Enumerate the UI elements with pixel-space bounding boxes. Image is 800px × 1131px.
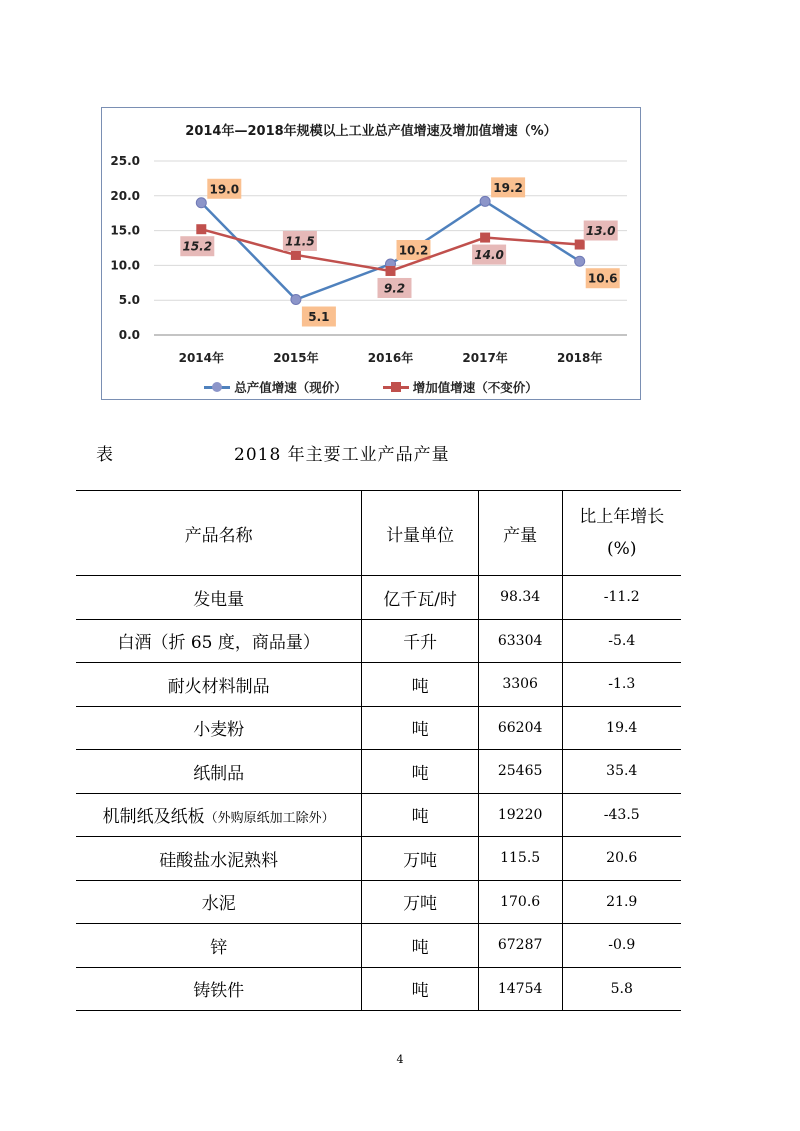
y-tick-label: 20.0 xyxy=(110,188,140,203)
cell-unit: 吨 xyxy=(362,793,478,837)
cell-product-name: 铸铁件 xyxy=(76,967,362,1011)
cell-quantity: 25465 xyxy=(478,750,562,794)
data-label: 13.0 xyxy=(585,224,616,239)
y-tick-label: 15.0 xyxy=(110,223,140,238)
cell-product-name xyxy=(76,793,362,837)
cell-product-name: 发电量 xyxy=(76,576,362,620)
data-label: 10.2 xyxy=(398,243,429,258)
cell-unit: 吨 xyxy=(362,967,478,1011)
cell-product-name-note: （外购原纸加工除外） xyxy=(204,811,335,827)
cell-growth: 20.6 xyxy=(562,837,681,881)
header-product-name: 产品名称 xyxy=(76,491,362,576)
cell-quantity: 3306 xyxy=(478,663,562,707)
data-label: 11.5 xyxy=(285,234,315,249)
chart-container xyxy=(101,107,641,400)
legend-label-value-added: 增加值增速（不变价） xyxy=(412,380,538,395)
cell-product-name: 耐火材料制品 xyxy=(76,663,362,707)
cell-unit: 万吨 xyxy=(362,880,478,924)
data-point xyxy=(386,266,396,276)
cell-unit: 亿千瓦/时 xyxy=(362,576,478,620)
header-growth-line2: (%) xyxy=(607,539,637,559)
header-growth xyxy=(562,491,681,576)
table-row xyxy=(76,880,681,924)
cell-product-name: 硅酸盐水泥熟料 xyxy=(76,837,362,881)
cell-quantity: 67287 xyxy=(478,924,562,968)
cell-quantity: 98.34 xyxy=(478,576,562,620)
cell-quantity: 19220 xyxy=(478,793,562,837)
y-tick-label: 25.0 xyxy=(110,154,140,168)
y-tick-label: 10.0 xyxy=(110,258,140,273)
data-point xyxy=(575,256,585,266)
data-label: 5.1 xyxy=(308,310,330,325)
data-label: 9.2 xyxy=(383,281,406,296)
cell-quantity: 14754 xyxy=(478,967,562,1011)
product-output-table xyxy=(76,490,681,1011)
cell-quantity: 170.6 xyxy=(478,880,562,924)
x-tick-label: 2018年 xyxy=(556,351,603,365)
cell-product-name: 纸制品 xyxy=(76,750,362,794)
cell-unit: 千升 xyxy=(362,619,478,663)
cell-growth: 35.4 xyxy=(562,750,681,794)
cell-quantity: 66204 xyxy=(478,706,562,750)
data-point xyxy=(480,233,490,243)
data-label: 19.2 xyxy=(493,180,523,195)
table-caption-prefix: 表 xyxy=(96,445,113,465)
y-tick-label: 5.0 xyxy=(118,293,140,308)
cell-product-name: 水泥 xyxy=(76,880,362,924)
x-tick-label: 2017年 xyxy=(462,351,508,365)
legend-item-value-added xyxy=(383,378,538,396)
cell-product-name: 白酒（折 65 度，商品量） xyxy=(76,619,362,663)
data-point xyxy=(291,295,301,305)
header-unit: 计量单位 xyxy=(362,491,478,576)
data-point xyxy=(196,224,206,234)
data-point xyxy=(196,198,206,208)
y-tick-label: 0.0 xyxy=(118,328,140,342)
header-quantity: 产量 xyxy=(478,491,562,576)
data-point xyxy=(291,250,301,260)
cell-unit: 吨 xyxy=(362,750,478,794)
data-label: 15.2 xyxy=(182,239,213,254)
table-row xyxy=(76,663,681,707)
chart-legend xyxy=(102,378,640,396)
cell-product-name-main: 机制纸及纸板 xyxy=(102,807,205,828)
table-row xyxy=(76,750,681,794)
header-growth-line1: 比上年增长 xyxy=(579,507,665,527)
legend-swatch-value-added xyxy=(383,381,409,393)
cell-growth: -43.5 xyxy=(562,793,681,837)
cell-growth: 19.4 xyxy=(562,706,681,750)
table-row xyxy=(76,619,681,663)
data-point xyxy=(575,240,585,250)
table-row xyxy=(76,837,681,881)
legend-item-output xyxy=(204,378,347,396)
cell-quantity: 63304 xyxy=(478,619,562,663)
x-tick-label: 2016年 xyxy=(367,351,414,365)
chart-title: 2014年—2018年规模以上工业总产值增速及增加值增速（%） xyxy=(185,124,557,139)
cell-growth: 5.8 xyxy=(562,967,681,1011)
table-row xyxy=(76,793,681,837)
table-header-row xyxy=(76,491,681,576)
cell-growth: 21.9 xyxy=(562,880,681,924)
cell-unit: 吨 xyxy=(362,663,478,707)
cell-growth: -1.3 xyxy=(562,663,681,707)
cell-quantity: 115.5 xyxy=(478,837,562,881)
page-number: 4 xyxy=(396,1053,404,1066)
cell-unit: 万吨 xyxy=(362,837,478,881)
cell-unit: 吨 xyxy=(362,706,478,750)
legend-swatch-output xyxy=(204,381,230,393)
table-caption-title: 2018 年主要工业产品产量 xyxy=(234,445,450,465)
table-row xyxy=(76,967,681,1011)
line-chart xyxy=(102,108,642,401)
cell-product-name: 锌 xyxy=(76,924,362,968)
x-tick-label: 2014年 xyxy=(178,351,225,365)
table-row xyxy=(76,924,681,968)
cell-growth: -11.2 xyxy=(562,576,681,620)
table-row xyxy=(76,576,681,620)
data-label: 14.0 xyxy=(474,248,504,263)
cell-growth: -5.4 xyxy=(562,619,681,663)
cell-growth: -0.9 xyxy=(562,924,681,968)
cell-product-name: 小麦粉 xyxy=(76,706,362,750)
x-tick-label: 2015年 xyxy=(273,351,319,365)
data-point xyxy=(480,196,490,206)
cell-unit: 吨 xyxy=(362,924,478,968)
data-label: 10.6 xyxy=(587,271,618,286)
legend-label-output: 总产值增速（现价） xyxy=(234,380,347,395)
table-row xyxy=(76,706,681,750)
data-label: 19.0 xyxy=(209,182,240,197)
